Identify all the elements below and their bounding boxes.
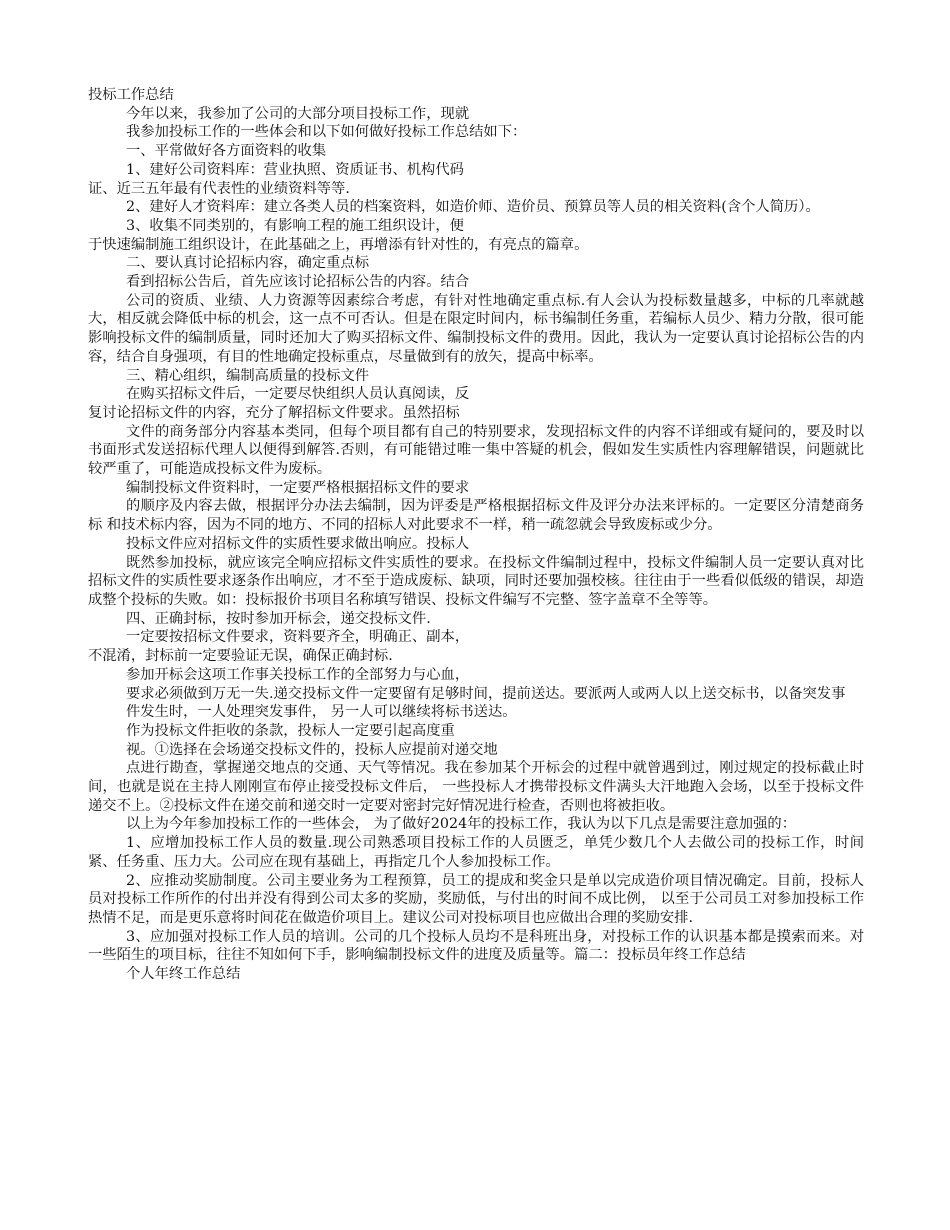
- paragraph: 参加开标会这项工作事关投标工作的全部努力与心血，: [126, 666, 470, 683]
- document-title: 投标工作总结: [88, 87, 174, 103]
- section-heading: 四、正确封标，按时参加开标会，递交投标文件.: [126, 610, 431, 627]
- paragraph: 2、应推动奖励制度。公司主要业务为工程预算，员工的提成和奖金只是单以完成造价项目情况确定。目前，投标人员对投标工作所作的付出并没有得到公司太多的奖励，奖励低，与付出的时间不成比例， 以至于公司员工对参加投标工作热情不足，而是更乐意将时间花在做造价项目上。建议公司对投标项目也应做出合理的奖励安排.: [88, 872, 864, 926]
- paragraph: 2、建好人才资料库：建立各类人员的档案资料，如造价师、造价员、预算员等人员的相关资料(含个人简历）。: [126, 199, 820, 216]
- paragraph: 3、收集不同类别的，有影响工程的施工组织设计，便: [126, 217, 464, 234]
- paragraph: 要求必须做到万无一失.递交投标文件一定要留有足够时间，提前送达。要派两人或两人以上送交标书，以备突发事: [126, 685, 846, 702]
- paragraph: 在购买招标文件后，一定要尽快组织人员认真阅读，反: [126, 386, 470, 403]
- paragraph: 编制投标文件资料时，一定要严格根据招标文件的要求: [126, 479, 470, 496]
- paragraph: 于快速编制施工组织设计，在此基础之上，再增添有针对性的，有亮点的篇章。: [88, 236, 589, 253]
- paragraph: 以上为今年参加投标工作的一些体会， 为了做好2024年的投标工作，我认为以下几点是需要注意加强的：: [126, 816, 796, 833]
- paragraph: 公司的资质、业绩、人力资源等因素综合考虑，有针对性地确定重点标.有人会认为投标数量越多，中标的几率就越大，相反就会降低中标的机会，这一点不可否认。但是在限定时间内，标书编制任务重，若编标人员少、精力分散，很可能影响投标文件的编制质量，同时还加大了购买招标文件、编制投标文件的费用。因此，我认为一定要认真讨论招标公告的内容，结合自身强项，有目的性地确定投标重点，尽量做到有的放矢，提高中标率。: [88, 292, 864, 365]
- section-heading: 个人年终工作总结: [126, 966, 241, 983]
- paragraph: 投标文件应对招标文件的实质性要求做出响应。投标人: [126, 535, 470, 552]
- paragraph: 文件的商务部分内容基本类同，但每个项目都有自己的特别要求，发现招标文件的内容不详细或有疑问的，要及时以书面形式发送招标代理人以便得到解答.否则，有可能错过唯一集中答疑的机会，假如发生实质性内容理解错误，问题就比较严重了，可能造成投标文件为废标。: [88, 423, 864, 478]
- section-heading: 三、精心组织，编制高质量的投标文件: [126, 367, 370, 384]
- paragraph: 复讨论招标文件的内容，充分了解招标文件要求。虽然招标: [88, 404, 460, 421]
- paragraph: 看到招标公告后，首先应该讨论招标公告的内容。结合: [126, 274, 470, 291]
- paragraph: 点进行勘查，掌握递交地点的交通、天气等情况。我在参加某个开标会的过程中就曾遇到过，刚过规定的投标截止时间，也就是说在主持人刚刚宣布停止接受投标文件后， 一些投标人才携带投标文件满头大汗地跑入会场，以至于投标文件递交不上。②投标文件在递交前和递交时一定要对密封完好情况进行检查，否则也将被拒收。: [88, 760, 864, 814]
- paragraph: 件发生时，一人处理突发事件， 另一人可以继续将标书送达。: [126, 704, 517, 721]
- paragraph: 3、应加强对投标工作人员的培训。公司的几个投标人员均不是科班出身，对投标工作的认识基本都是摸索而来。对一些陌生的项目标，往往不知如何下手，影响编制投标文件的进度及质量等。篇二：投标员年终工作总结: [88, 928, 864, 964]
- paragraph: 今年以来，我参加了公司的大部分项目投标工作，现就: [126, 105, 470, 122]
- section-heading: 二、要认真讨论招标内容，确定重点标: [126, 255, 370, 272]
- document-page: [88, 86, 864, 984]
- section-heading: 一、平常做好各方面资料的收集: [126, 143, 327, 160]
- paragraph: 证、近三五年最有代表性的业绩资料等等.: [88, 180, 350, 197]
- paragraph: 视。①选择在会场递交投标文件的，投标人应提前对递交地: [126, 741, 498, 758]
- paragraph: 的顺序及内容去做，根据评分办法去编制，因为评委是严格根据招标文件及评分办法来评标的。一定要区分清楚商务标 和技术标内容，因为不同的地方、不同的招标人对此要求不一样，稍一疏忽就会导致废标或少分。: [88, 498, 864, 534]
- paragraph: 1、应增加投标工作人员的数量.现公司熟悉项目投标工作的人员匮乏，单凭少数几个人去做公司的投标工作，时间紧、任务重、压力大。公司应在现有基础上，再指定几个人参加投标工作。: [88, 835, 864, 870]
- paragraph: 1、建好公司资料库：营业执照、资质证书、机构代码: [126, 161, 464, 178]
- paragraph: 既然参加投标，就应该完全响应招标文件实质性的要求。在投标文件编制过程中，投标文件编制人员一定要认真对比招标文件的实质性要求逐条作出响应，才不至于造成废标、缺项，同时还要加强校核。往往由于一些看似低级的错误，却造成整个投标的失败。如：投标报价书项目名称填写错误、投标文件编写不完整、签字盖章不全等等。: [88, 554, 864, 608]
- paragraph: 我参加投标工作的一些体会和以下如何做好投标工作总结如下：: [126, 124, 527, 141]
- paragraph: 作为投标文件拒收的条款，投标人一定要引起高度重: [126, 722, 455, 739]
- paragraph: 不混淆，封标前一定要验证无误，确保正确封标.: [88, 648, 393, 665]
- paragraph: 一定要按招标文件要求，资料要齐全，明确正、副本，: [126, 629, 470, 646]
